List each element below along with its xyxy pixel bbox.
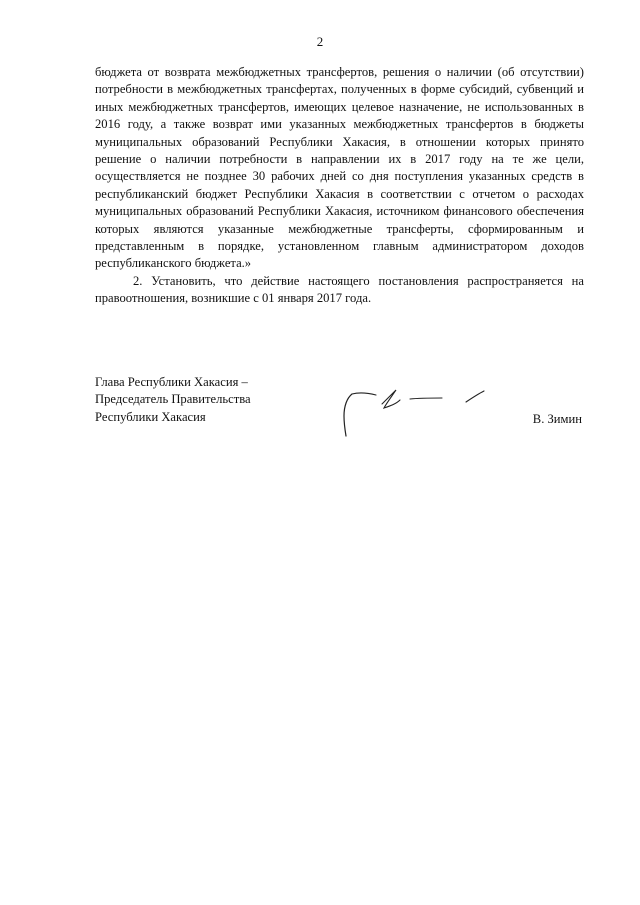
paragraph-continuation: бюджета от возврата межбюджетных трансфертов, решения о наличии (об отсутствии) потребности в межбюджетных трансфертах, полученных в форме субсидий, субвенций и иных межбюджетных трансфертов, имеющих целевое назначение, не использованных в 2016 году, а также возврат ими указанных межбюджетных трансфертов в бюджеты муниципальных образований Республики Хакасия, в отношении которых принято решение о наличии потребности в направлении их в 2017 году на те же цели, осуществляется не позднее 30 рабочих дней со дня поступления указанных средств в республиканский бюджет Республики Хакасия в соответствии с отчетом о расходах муниципальных образований Республики Хакасия, источником финансового обеспечения которых являются указанные межбюджетные трансферты, сформированным и представленным в порядке, установленном главным администратором доходов республиканского бюджета.» xyxy=(95,65,584,271)
signer-title-line-1: Глава Республики Хакасия – xyxy=(95,375,248,389)
document-body xyxy=(95,64,584,308)
signer-title-line-3: Республики Хакасия xyxy=(95,409,206,424)
signer-name: В. Зимин xyxy=(532,412,582,426)
handwritten-signature xyxy=(338,386,498,438)
page-number: 2 xyxy=(316,34,324,49)
paragraph-item-2: 2. Установить, что действие настоящего постановления распространяется на правоотношения, возникшие с 01 января 2017 года. xyxy=(95,273,584,306)
signer-title-line-2: Председатель Правительства xyxy=(95,392,251,407)
